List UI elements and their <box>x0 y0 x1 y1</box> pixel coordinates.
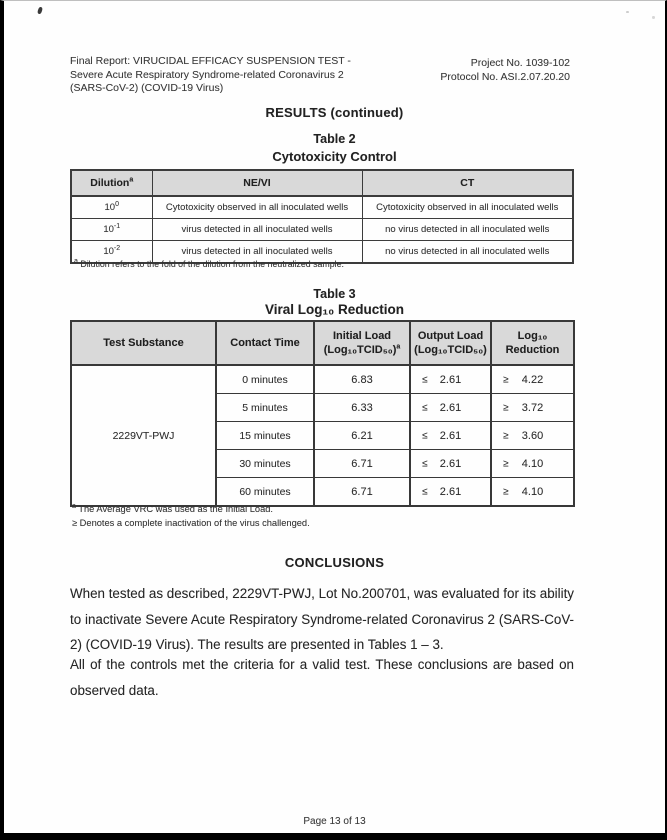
report-header-line: Final Report: VIRUCIDAL EFFICACY SUSPENSION TEST - <box>70 55 351 67</box>
less-equal-symbol: ≤ <box>422 430 428 441</box>
section-title: RESULTS (continued) <box>265 105 404 120</box>
output-load-cell: ≤ 2.61 <box>410 422 491 450</box>
column-header-initial-load: Initial Load (Log₁₀TCID₅₀)$^a$ <box>314 321 410 365</box>
column-header-ct: CT <box>362 170 573 196</box>
output-load-cell: ≤ 2.61 <box>410 450 491 478</box>
nevi-cell: Cytotoxicity observed in all inoculated wells <box>152 196 362 219</box>
protocol-number: Protocol No. ASI.2.07.20.20 <box>440 70 570 83</box>
conclusions-title: CONCLUSIONS <box>284 555 385 570</box>
output-load-cell: ≤ 2.61 <box>410 394 491 422</box>
footnote-marker: a <box>129 176 134 184</box>
footnote-marker: a <box>74 258 78 266</box>
ct-cell: no virus detected in all inoculated wells <box>362 241 573 264</box>
output-load-cell: ≤ 2.61 <box>410 478 491 507</box>
table-header-row <box>71 170 573 196</box>
report-header-line: (SARS-CoV-2) (COVID-19 Virus) <box>70 82 224 94</box>
dilution-cell: $10^0$ <box>71 196 152 219</box>
nevi-cell: virus detected in all inoculated wells <box>152 219 362 241</box>
column-header-contact-time: Contact Time <box>216 321 314 365</box>
column-header-nevi: NE/VI <box>152 170 362 196</box>
conclusions-paragraph-1: When tested as described, 2229VT-PWJ, Lot No.200701, was evaluated for its ability to inactivate Severe Acute Respiratory Syndrome-related Coronavirus 2 (SARS-CoV-2) (COVID-19 Virus). The results are presented in Tables 1 – 3. <box>70 586 574 652</box>
cytotoxicity-control-table <box>70 169 574 264</box>
contact-time-cell: 15 minutes <box>216 422 314 450</box>
contact-time-cell: 30 minutes <box>216 450 314 478</box>
scan-artifact <box>37 7 43 15</box>
output-load-cell: ≤ 2.61 <box>410 365 491 394</box>
log-reduction-cell: ≥ 3.60 <box>491 422 574 450</box>
footnote-marker: a <box>396 343 401 351</box>
column-header-test-substance: Test Substance <box>71 321 216 365</box>
greater-equal-symbol: ≥ <box>503 430 509 441</box>
log-reduction-cell: ≥ 4.10 <box>491 478 574 507</box>
initial-load-cell: 6.71 <box>314 450 410 478</box>
table2-title: Table 2 <box>313 132 356 146</box>
table3-subtitle: Viral Log₁₀ Reduction <box>265 302 404 317</box>
initial-load-cell: 6.83 <box>314 365 410 394</box>
footnote-marker: a <box>72 502 76 510</box>
table-row <box>71 219 573 241</box>
table3-footnote-ge: ≥ Denotes a complete inactivation of the virus challenged. <box>72 518 310 528</box>
table-row <box>71 365 574 394</box>
greater-equal-symbol: ≥ <box>503 458 509 469</box>
greater-equal-symbol: ≥ <box>503 486 509 497</box>
initial-load-cell: 6.71 <box>314 478 410 507</box>
log-reduction-cell: ≥ 4.10 <box>491 450 574 478</box>
less-equal-symbol: ≤ <box>422 458 428 469</box>
table3-footnote-a: $^a$ The Average VRC was used as the Initial Load. <box>72 502 273 514</box>
scan-artifact <box>652 16 655 19</box>
log-reduction-cell: ≥ 3.72 <box>491 394 574 422</box>
greater-equal-symbol: ≥ <box>503 402 509 413</box>
project-number: Project No. 1039-102 <box>470 57 570 69</box>
initial-load-cell: 6.33 <box>314 394 410 422</box>
log-reduction-cell: ≥ 4.22 <box>491 365 574 394</box>
scan-artifact <box>626 11 629 13</box>
report-header-line: Severe Acute Respiratory Syndrome-related Coronavirus 2 <box>70 68 344 81</box>
project-info <box>350 57 570 84</box>
less-equal-symbol: ≤ <box>422 402 428 413</box>
contact-time-cell: 5 minutes <box>216 394 314 422</box>
table2-subtitle: Cytotoxicity Control <box>272 149 397 164</box>
page-number: Page 13 of 13 <box>303 816 366 827</box>
table3-title: Table 3 <box>313 287 356 301</box>
column-header-output-load: Output Load (Log₁₀TCID₅₀) <box>410 321 491 365</box>
dilution-cell: $10^{-2}$ <box>71 241 152 264</box>
ct-cell: no virus detected in all inoculated wells <box>362 219 573 241</box>
column-header-log-reduction: Log₁₀ Reduction <box>491 321 574 365</box>
table2-footnote: $^a$ Dilution refers to the fold of the dilution from the neutralized sample. <box>74 258 344 269</box>
column-header-dilution: Dilution$^a$ <box>71 170 152 196</box>
conclusions-paragraph-2: All of the controls met the criteria for a valid test. These conclusions are based on observed data. <box>70 657 574 698</box>
test-substance-cell: 2229VT-PWJ <box>71 365 216 506</box>
table-row <box>71 196 573 219</box>
contact-time-cell: 60 minutes <box>216 478 314 507</box>
contact-time-cell: 0 minutes <box>216 365 314 394</box>
ct-cell: Cytotoxicity observed in all inoculated wells <box>362 196 573 219</box>
dilution-cell: $10^{-1}$ <box>71 219 152 241</box>
table-header-row <box>71 321 574 365</box>
nevi-cell: virus detected in all inoculated wells <box>152 241 362 264</box>
initial-load-cell: 6.21 <box>314 422 410 450</box>
less-equal-symbol: ≤ <box>422 374 428 385</box>
greater-equal-symbol: ≥ <box>503 374 509 385</box>
less-equal-symbol: ≤ <box>422 486 428 497</box>
viral-log-reduction-table <box>70 320 575 507</box>
